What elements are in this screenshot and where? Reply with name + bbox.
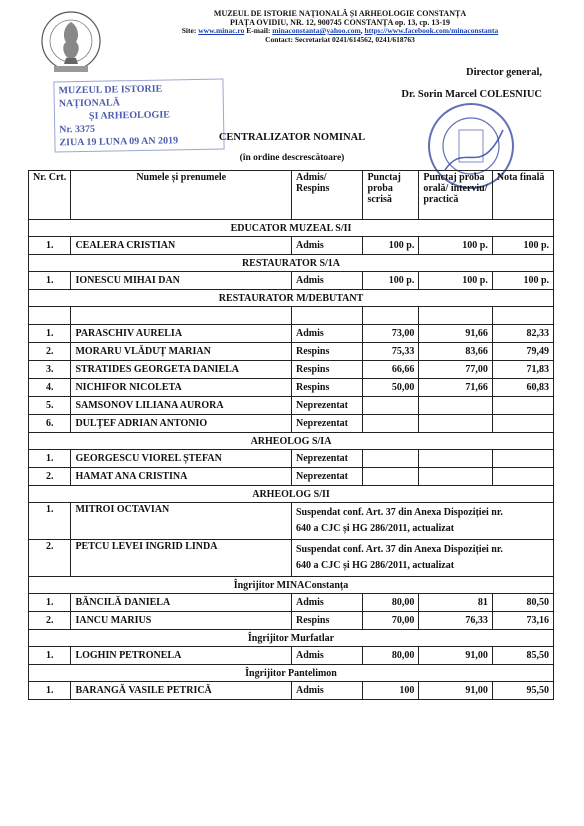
- col-nr: Nr. Crt.: [29, 171, 71, 220]
- section-title: RESTAURATOR S/1A: [29, 255, 554, 272]
- facebook-link[interactable]: https://www.facebook.com/minaconstanta: [364, 26, 499, 35]
- blank-row: [29, 307, 554, 325]
- row-final: 82,33: [492, 325, 553, 343]
- row-nr: 1.: [29, 450, 71, 468]
- row-name: SAMSONOV LILIANA AURORA: [71, 397, 292, 415]
- row-nr: 2.: [29, 612, 71, 630]
- row-suspended-note: Suspendat conf. Art. 37 din Anexa Dispoziției nr. 640 a CJC și HG 286/2011, actualizat: [292, 540, 554, 577]
- row-final: [492, 468, 553, 486]
- row-written: 80,00: [363, 594, 419, 612]
- row-name: DULȚEF ADRIAN ANTONIO: [71, 415, 292, 433]
- row-final: 71,83: [492, 361, 553, 379]
- director-name: Dr. Sorin Marcel COLESNIUC: [401, 89, 542, 100]
- row-nr: 1.: [29, 503, 71, 540]
- row-nr: 1.: [29, 647, 71, 665]
- row-status: Admis: [292, 325, 363, 343]
- institution-address: PIAȚA OVIDIU, NR. 12, 900745 CONSTANȚA op. 13, cp. 13-19: [229, 18, 451, 27]
- row-final: 73,16: [492, 612, 553, 630]
- row-oral: 76,33: [419, 612, 493, 630]
- section-title: ARHEOLOG S/II: [29, 486, 554, 503]
- col-final: Nota finală: [492, 171, 553, 220]
- row-oral: 77,00: [419, 361, 493, 379]
- section-header-row: [29, 630, 554, 647]
- row-name: IANCU MARIUS: [71, 612, 292, 630]
- row-written: 70,00: [363, 612, 419, 630]
- row-name: NICHIFOR NICOLETA: [71, 379, 292, 397]
- row-final: 100 p.: [492, 237, 553, 255]
- section-header-row: [29, 255, 554, 272]
- row-oral: 91,66: [419, 325, 493, 343]
- section-title: Îngrijitor Murfatlar: [29, 630, 554, 647]
- row-final: 100 p.: [492, 272, 553, 290]
- section-header-row: [29, 577, 554, 594]
- row-name: BARANGĂ VASILE PETRICĂ: [71, 682, 292, 700]
- col-oral: Punctaj proba orală/ interviu/ practică: [419, 171, 493, 220]
- table-row: [29, 647, 554, 665]
- row-status: Respins: [292, 343, 363, 361]
- email-link[interactable]: minaconstanta@yahoo.com: [272, 26, 361, 35]
- table-row: [29, 361, 554, 379]
- row-written: 80,00: [363, 647, 419, 665]
- row-name: GEORGESCU VIOREL ȘTEFAN: [71, 450, 292, 468]
- row-written: [363, 468, 419, 486]
- row-written: [363, 415, 419, 433]
- row-oral: 100 p.: [419, 272, 493, 290]
- row-status: Neprezentat: [292, 468, 363, 486]
- site-link[interactable]: www.minac.ro: [198, 26, 245, 35]
- table-row: [29, 503, 554, 540]
- row-oral: 100 p.: [419, 237, 493, 255]
- row-status: Respins: [292, 361, 363, 379]
- row-written: [363, 397, 419, 415]
- row-status: Respins: [292, 612, 363, 630]
- section-title: Îngrijitor Pantelimon: [29, 665, 554, 682]
- contact-phones: Contact: Secretariat 0241/614562, 0241/618763: [265, 35, 415, 44]
- row-nr: 5.: [29, 397, 71, 415]
- table-row: [29, 415, 554, 433]
- director-title: Director general,: [466, 67, 542, 78]
- row-name: MITROI OCTAVIAN: [71, 503, 292, 540]
- row-nr: 4.: [29, 379, 71, 397]
- row-status: Respins: [292, 379, 363, 397]
- row-final: 60,83: [492, 379, 553, 397]
- row-status: Admis: [292, 647, 363, 665]
- row-name: MORARU VLĂDUȚ MARIAN: [71, 343, 292, 361]
- row-nr: 1.: [29, 594, 71, 612]
- row-nr: 6.: [29, 415, 71, 433]
- row-written: 75,33: [363, 343, 419, 361]
- row-final: 80,50: [492, 594, 553, 612]
- row-final: 79,49: [492, 343, 553, 361]
- table-row: [29, 450, 554, 468]
- section-header-row: [29, 433, 554, 450]
- section-header-row: [29, 290, 554, 307]
- row-oral: 71,66: [419, 379, 493, 397]
- row-oral: [419, 397, 493, 415]
- row-nr: 2.: [29, 468, 71, 486]
- museum-seal-icon: [40, 8, 102, 78]
- results-table: [28, 170, 554, 700]
- row-oral: [419, 468, 493, 486]
- row-written: 66,66: [363, 361, 419, 379]
- row-final: [492, 415, 553, 433]
- row-nr: 3.: [29, 361, 71, 379]
- table-row: [29, 540, 554, 577]
- row-nr: 1.: [29, 272, 71, 290]
- row-status: Admis: [292, 594, 363, 612]
- row-status: Neprezentat: [292, 450, 363, 468]
- row-suspended-note: Suspendat conf. Art. 37 din Anexa Dispoziției nr. 640 a CJC și HG 286/2011, actualizat: [292, 503, 554, 540]
- row-nr: 2.: [29, 540, 71, 577]
- row-oral: 81: [419, 594, 493, 612]
- col-name: Numele și prenumele: [71, 171, 292, 220]
- row-name: CEALERA CRISTIAN: [71, 237, 292, 255]
- document-title: CENTRALIZATOR NOMINAL: [218, 132, 366, 143]
- table-row: [29, 468, 554, 486]
- row-oral: 83,66: [419, 343, 493, 361]
- row-status: Admis: [292, 682, 363, 700]
- row-name: STRATIDES GEORGETA DANIELA: [71, 361, 292, 379]
- section-title: Îngrijitor MINAConstanța: [29, 577, 554, 594]
- contact-links: Site: www.minac.ro E-mail: minaconstanta@yahoo.com, https://www.facebook.com/minaconstanta: [181, 26, 499, 35]
- table-row: [29, 682, 554, 700]
- row-status: Neprezentat: [292, 397, 363, 415]
- row-name: BĂNCILĂ DANIELA: [71, 594, 292, 612]
- registration-stamp: MUZEUL DE ISTORIE NAȚIONALĂ ȘI ARHEOLOGIE Nr. 3375 ZIUA 19 LUNA 09 AN 2019: [53, 79, 224, 153]
- row-written: 73,00: [363, 325, 419, 343]
- table-row: [29, 343, 554, 361]
- row-written: 50,00: [363, 379, 419, 397]
- row-final: [492, 397, 553, 415]
- section-header-row: [29, 665, 554, 682]
- row-oral: 91,00: [419, 647, 493, 665]
- row-name: LOGHIN PETRONELA: [71, 647, 292, 665]
- row-written: 100: [363, 682, 419, 700]
- row-written: [363, 450, 419, 468]
- row-name: IONESCU MIHAI DAN: [71, 272, 292, 290]
- document-subtitle: (în ordine descrescătoare): [239, 153, 345, 163]
- table-row: [29, 612, 554, 630]
- section-title: EDUCATOR MUZEAL S/II: [29, 220, 554, 237]
- institution-name: MUZEUL DE ISTORIE NAȚIONALĂ ȘI ARHEOLOGIE CONSTANȚA: [213, 9, 467, 18]
- row-oral: [419, 415, 493, 433]
- col-status: Admis/ Respins: [292, 171, 363, 220]
- row-status: Admis: [292, 237, 363, 255]
- row-final: 85,50: [492, 647, 553, 665]
- col-written: Punctaj proba scrisă: [363, 171, 419, 220]
- row-oral: 91,00: [419, 682, 493, 700]
- table-row: [29, 379, 554, 397]
- row-nr: 2.: [29, 343, 71, 361]
- row-status: Neprezentat: [292, 415, 363, 433]
- row-name: PETCU LEVEI INGRID LINDA: [71, 540, 292, 577]
- row-name: HAMAT ANA CRISTINA: [71, 468, 292, 486]
- table-header-row: [29, 171, 554, 220]
- table-row: [29, 272, 554, 290]
- table-row: [29, 237, 554, 255]
- row-nr: 1.: [29, 325, 71, 343]
- table-row: [29, 594, 554, 612]
- row-written: 100 p.: [363, 237, 419, 255]
- row-written: 100 p.: [363, 272, 419, 290]
- table-row: [29, 397, 554, 415]
- row-nr: 1.: [29, 237, 71, 255]
- section-header-row: [29, 486, 554, 503]
- row-status: Admis: [292, 272, 363, 290]
- row-name: PARASCHIV AURELIA: [71, 325, 292, 343]
- row-final: [492, 450, 553, 468]
- row-nr: 1.: [29, 682, 71, 700]
- section-title: RESTAURATOR M/DEBUTANT: [29, 290, 554, 307]
- section-title: ARHEOLOG S/IA: [29, 433, 554, 450]
- row-oral: [419, 450, 493, 468]
- section-header-row: [29, 220, 554, 237]
- row-final: 95,50: [492, 682, 553, 700]
- table-row: [29, 325, 554, 343]
